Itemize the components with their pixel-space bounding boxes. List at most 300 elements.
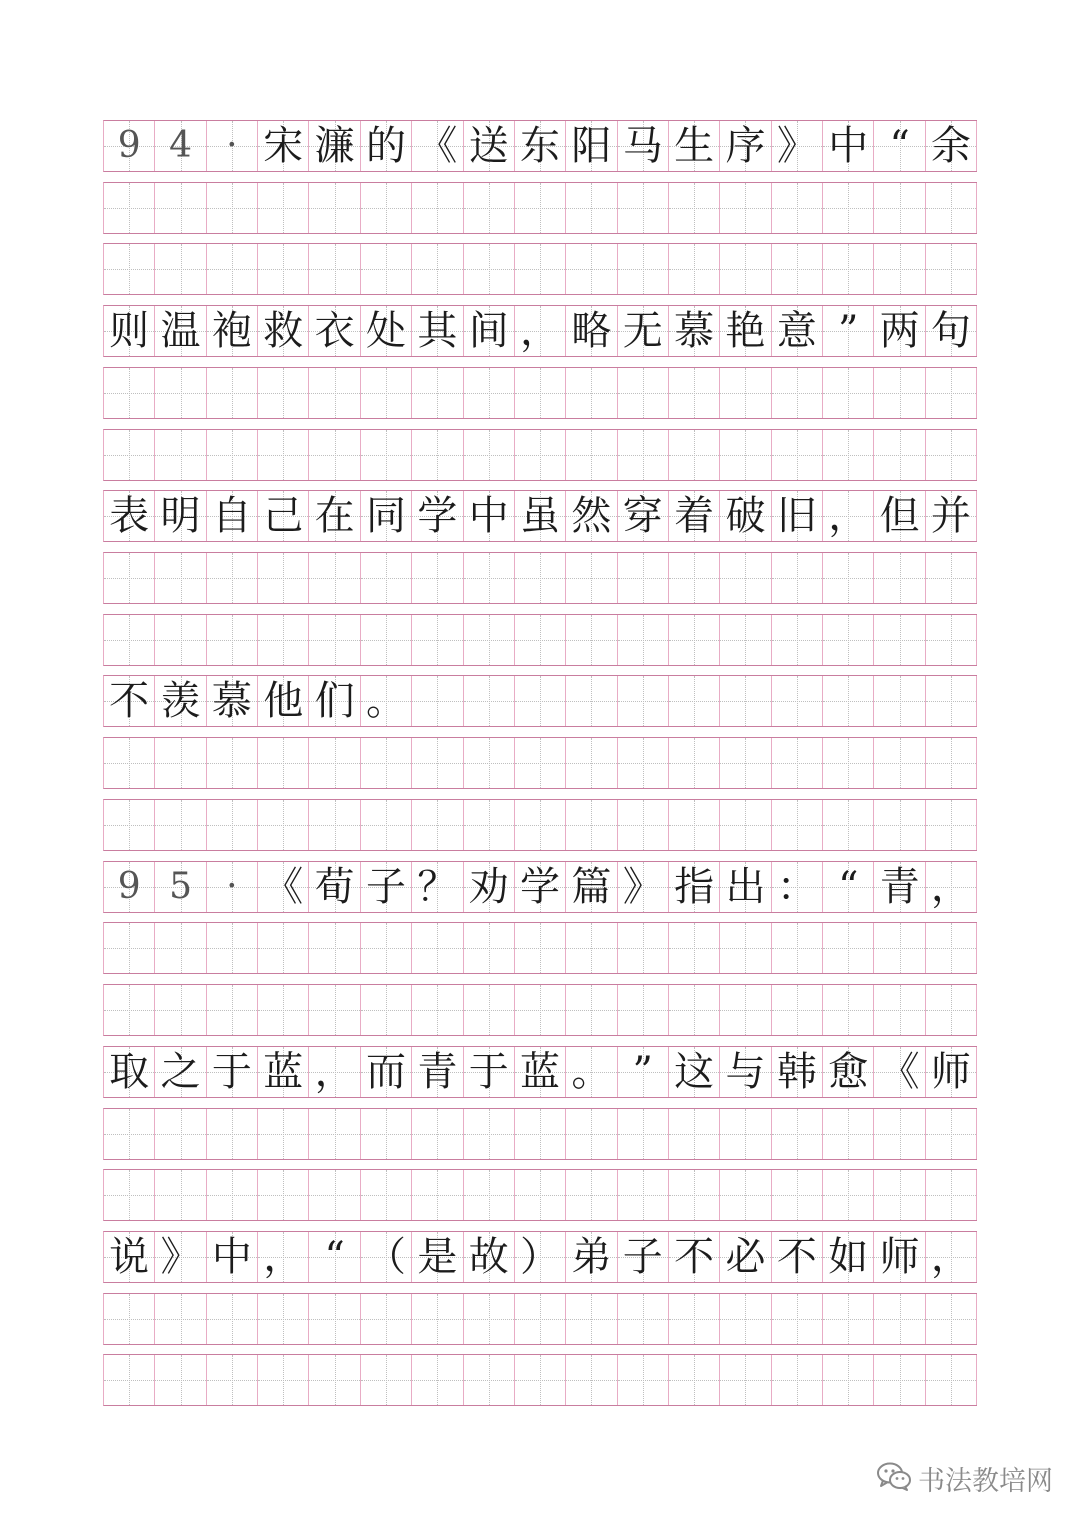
grid-cell [412, 1109, 463, 1159]
grid-cell [309, 862, 360, 912]
grid-cell [361, 121, 412, 171]
grid-cell [464, 306, 515, 356]
grid-character: 9 [117, 125, 141, 166]
writing-row [103, 120, 977, 172]
grid-cell [618, 923, 669, 973]
grid-character: 青 [417, 1048, 458, 1095]
grid-cell [155, 368, 206, 418]
grid-character: 则 [109, 308, 150, 355]
grid-character: 4 [169, 125, 192, 166]
grid-cell [772, 1294, 823, 1344]
grid-cell [566, 491, 617, 541]
grid-cell [823, 1047, 874, 1097]
grid-cell [720, 1170, 771, 1220]
grid-cell [258, 985, 309, 1035]
grid-character: 同 [365, 493, 406, 540]
grid-cell [823, 676, 874, 726]
grid-character: 间 [468, 308, 509, 355]
practice-row [103, 182, 977, 234]
grid-cell [926, 553, 977, 603]
grid-cell [464, 676, 515, 726]
grid-cell [155, 244, 206, 294]
grid-cell [515, 615, 566, 665]
grid-cell [772, 1170, 823, 1220]
grid-cell [464, 1109, 515, 1159]
grid-cell [361, 923, 412, 973]
grid-cell [104, 491, 155, 541]
grid-cell [566, 800, 617, 850]
grid-cell [412, 923, 463, 973]
grid-cell [258, 1109, 309, 1159]
grid-character: 出 [725, 863, 766, 910]
grid-cell [361, 615, 412, 665]
grid-cell [104, 1170, 155, 1220]
grid-cell [720, 1047, 771, 1097]
grid-cell [155, 985, 206, 1035]
grid-character: 篇 [571, 863, 612, 910]
grid-character: 但 [879, 493, 920, 540]
grid-character: ， [930, 1233, 971, 1280]
grid-cell [669, 368, 720, 418]
grid-character: 必 [725, 1233, 766, 1280]
grid-cell [155, 615, 206, 665]
grid-character: 宋 [263, 123, 304, 169]
grid-character: 阳 [571, 123, 612, 169]
grid-cell [207, 368, 258, 418]
grid-cell [669, 800, 720, 850]
grid-cell [464, 1294, 515, 1344]
grid-character: 师 [879, 1233, 920, 1280]
grid-character: 自 [211, 493, 252, 540]
grid-cell [464, 1355, 515, 1405]
grid-cell [207, 491, 258, 541]
grid-cell [155, 491, 206, 541]
grid-cell [926, 676, 977, 726]
grid-cell [155, 862, 206, 912]
grid-cell [618, 1294, 669, 1344]
grid-cell [464, 862, 515, 912]
grid-cell [464, 553, 515, 603]
grid-cell [258, 1294, 309, 1344]
grid-character: 艳 [725, 308, 766, 355]
grid-cell [926, 368, 977, 418]
grid-cell [464, 985, 515, 1035]
grid-cell [669, 306, 720, 356]
grid-character: 如 [828, 1233, 869, 1280]
grid-cell [258, 368, 309, 418]
practice-row [103, 922, 977, 974]
grid-cell [720, 1232, 771, 1282]
grid-cell [412, 985, 463, 1035]
grid-cell [874, 1232, 925, 1282]
grid-cell [926, 1047, 977, 1097]
grid-cell [720, 615, 771, 665]
grid-cell [155, 800, 206, 850]
grid-cell [412, 800, 463, 850]
grid-cell [926, 1294, 977, 1344]
grid-cell [104, 1294, 155, 1344]
grid-cell [823, 738, 874, 788]
grid-cell [515, 1170, 566, 1220]
grid-cell [155, 121, 206, 171]
grid-cell [361, 491, 412, 541]
grid-cell [566, 430, 617, 480]
grid-cell [720, 430, 771, 480]
grid-cell [309, 615, 360, 665]
grid-cell [207, 183, 258, 233]
grid-cell [515, 491, 566, 541]
grid-character: 略 [571, 308, 612, 355]
grid-cell [412, 615, 463, 665]
grid-cell [361, 368, 412, 418]
grid-cell [104, 800, 155, 850]
grid-cell [772, 244, 823, 294]
grid-cell [926, 738, 977, 788]
grid-cell [104, 738, 155, 788]
grid-cell [926, 985, 977, 1035]
grid-cell [309, 1355, 360, 1405]
grid-character: 愈 [828, 1048, 869, 1095]
grid-cell [361, 676, 412, 726]
grid-cell [309, 368, 360, 418]
grid-cell [361, 430, 412, 480]
grid-cell [618, 862, 669, 912]
grid-cell [720, 862, 771, 912]
grid-cell [823, 121, 874, 171]
grid-cell [412, 1047, 463, 1097]
grid-character: 己 [263, 493, 304, 540]
grid-cell [412, 738, 463, 788]
grid-cell [464, 368, 515, 418]
grid-cell [104, 1109, 155, 1159]
grid-cell [412, 1170, 463, 1220]
grid-cell [618, 1170, 669, 1220]
grid-character: 蓝 [520, 1048, 561, 1095]
grid-character: 句 [930, 308, 971, 355]
grid-cell [258, 244, 309, 294]
grid-cell [926, 244, 977, 294]
grid-cell [412, 306, 463, 356]
grid-cell [669, 183, 720, 233]
grid-cell [155, 430, 206, 480]
grid-cell [772, 738, 823, 788]
grid-character: 们 [314, 678, 355, 725]
writing-row [103, 861, 977, 913]
grid-character: 不 [109, 678, 150, 725]
grid-cell [207, 306, 258, 356]
grid-cell [207, 862, 258, 912]
grid-character: 无 [622, 308, 663, 355]
grid-cell [309, 491, 360, 541]
grid-cell [155, 183, 206, 233]
grid-cell [720, 368, 771, 418]
grid-cell [926, 800, 977, 850]
grid-cell [823, 244, 874, 294]
grid-cell [566, 738, 617, 788]
grid-character: 羡 [160, 678, 201, 725]
grid-cell [566, 1232, 617, 1282]
grid-character: · [226, 125, 238, 166]
grid-cell [669, 676, 720, 726]
grid-cell [309, 1170, 360, 1220]
grid-cell [515, 1109, 566, 1159]
grid-cell [412, 368, 463, 418]
grid-character: 9 [117, 865, 141, 907]
grid-cell [720, 1294, 771, 1344]
grid-cell [566, 553, 617, 603]
grid-cell [155, 553, 206, 603]
watermark-text: 书法教培网 [918, 1465, 1053, 1497]
grid-cell [258, 183, 309, 233]
grid-cell [309, 121, 360, 171]
grid-cell [104, 1047, 155, 1097]
grid-character: 学 [417, 493, 458, 540]
grid-cell [309, 738, 360, 788]
grid-cell [104, 862, 155, 912]
grid-cell [412, 862, 463, 912]
grid-character: 其 [417, 308, 458, 355]
grid-cell [207, 121, 258, 171]
grid-cell [823, 1170, 874, 1220]
grid-cell [720, 244, 771, 294]
grid-cell [207, 1109, 258, 1159]
grid-cell [618, 491, 669, 541]
grid-cell [720, 923, 771, 973]
grid-cell [207, 923, 258, 973]
practice-row [103, 737, 977, 789]
grid-cell [669, 1109, 720, 1159]
grid-cell [669, 553, 720, 603]
grid-character: 与 [725, 1048, 766, 1095]
grid-cell [207, 430, 258, 480]
grid-cell [361, 244, 412, 294]
grid-cell [669, 1355, 720, 1405]
grid-cell [104, 615, 155, 665]
writing-row [103, 305, 977, 357]
grid-cell [823, 1232, 874, 1282]
practice-row [103, 1354, 977, 1406]
grid-cell [772, 306, 823, 356]
grid-cell [515, 1047, 566, 1097]
grid-cell [258, 1232, 309, 1282]
grid-cell [823, 430, 874, 480]
grid-cell [720, 491, 771, 541]
grid-cell [104, 985, 155, 1035]
grid-cell [720, 553, 771, 603]
grid-cell [104, 1355, 155, 1405]
grid-cell [720, 738, 771, 788]
grid-cell [618, 244, 669, 294]
grid-cell [207, 800, 258, 850]
grid-cell [361, 862, 412, 912]
grid-cell [258, 1355, 309, 1405]
grid-cell [515, 306, 566, 356]
grid-character: 取 [109, 1048, 150, 1095]
grid-character: ， [930, 863, 971, 910]
grid-cell [361, 1047, 412, 1097]
grid-cell [926, 923, 977, 973]
grid-cell [669, 491, 720, 541]
grid-cell [720, 1109, 771, 1159]
grid-cell [720, 676, 771, 726]
writing-row [103, 1046, 977, 1098]
grid-cell [926, 491, 977, 541]
grid-cell [566, 862, 617, 912]
grid-character: ” [632, 1048, 653, 1095]
grid-cell [618, 985, 669, 1035]
grid-character: 旧 [776, 493, 817, 540]
grid-character: 》 [622, 863, 663, 910]
grid-cell [412, 430, 463, 480]
grid-cell [155, 1047, 206, 1097]
grid-cell [207, 244, 258, 294]
grid-cell [874, 183, 925, 233]
grid-cell [566, 1355, 617, 1405]
grid-cell [207, 676, 258, 726]
grid-cell [566, 1109, 617, 1159]
grid-character: 说 [109, 1233, 150, 1280]
grid-character: 。 [365, 678, 406, 725]
grid-character: 处 [365, 308, 406, 355]
grid-cell [515, 368, 566, 418]
grid-character: 在 [314, 493, 355, 540]
grid-cell [874, 985, 925, 1035]
grid-cell [361, 1294, 412, 1344]
grid-cell [258, 430, 309, 480]
grid-cell [104, 553, 155, 603]
grid-character: 子 [365, 863, 406, 910]
grid-cell [926, 1170, 977, 1220]
grid-cell [874, 800, 925, 850]
practice-row [103, 1169, 977, 1221]
grid-character: 》 [160, 1233, 201, 1280]
grid-character: 不 [776, 1233, 817, 1280]
grid-cell [207, 1170, 258, 1220]
grid-cell [309, 1232, 360, 1282]
grid-cell [309, 553, 360, 603]
grid-cell [823, 306, 874, 356]
practice-row [103, 614, 977, 666]
grid-cell [412, 121, 463, 171]
grid-cell [772, 368, 823, 418]
grid-character: ， [314, 1048, 355, 1095]
grid-cell [926, 430, 977, 480]
grid-cell [874, 738, 925, 788]
grid-cell [464, 800, 515, 850]
grid-character: 中 [468, 493, 509, 540]
grid-cell [515, 985, 566, 1035]
grid-character: 故 [468, 1233, 509, 1280]
grid-character: · [226, 865, 238, 907]
grid-cell [258, 1170, 309, 1220]
grid-character: 生 [674, 123, 715, 169]
grid-cell [669, 738, 720, 788]
grid-cell [720, 800, 771, 850]
grid-cell [104, 368, 155, 418]
grid-cell [464, 491, 515, 541]
grid-cell [464, 738, 515, 788]
grid-character: ， [520, 308, 561, 355]
grid-cell [566, 1294, 617, 1344]
grid-character: ） [520, 1233, 561, 1280]
grid-cell [669, 862, 720, 912]
grid-character: 濂 [314, 123, 355, 169]
grid-cell [874, 615, 925, 665]
grid-cell [515, 553, 566, 603]
grid-cell [874, 1355, 925, 1405]
grid-cell [361, 183, 412, 233]
grid-cell [566, 368, 617, 418]
grid-cell [618, 738, 669, 788]
grid-cell [618, 368, 669, 418]
grid-cell [772, 491, 823, 541]
grid-cell [823, 1355, 874, 1405]
grid-character: 是 [417, 1233, 458, 1280]
grid-cell [618, 430, 669, 480]
grid-cell [207, 1232, 258, 1282]
grid-cell [926, 1355, 977, 1405]
grid-character: 明 [160, 493, 201, 540]
grid-cell [669, 1232, 720, 1282]
grid-cell [515, 738, 566, 788]
grid-cell [720, 306, 771, 356]
grid-cell [207, 615, 258, 665]
grid-cell [258, 553, 309, 603]
grid-character: 韩 [776, 1048, 817, 1095]
grid-cell [464, 923, 515, 973]
grid-character: 破 [725, 493, 766, 540]
grid-cell [772, 1355, 823, 1405]
grid-cell [104, 1232, 155, 1282]
grid-cell [926, 1109, 977, 1159]
grid-character: 的 [365, 123, 406, 169]
grid-cell [309, 306, 360, 356]
grid-cell [155, 306, 206, 356]
grid-cell [361, 800, 412, 850]
grid-cell [926, 121, 977, 171]
grid-cell [207, 1294, 258, 1344]
grid-cell [515, 923, 566, 973]
grid-cell [515, 800, 566, 850]
grid-character: ， [263, 1233, 304, 1280]
grid-cell [823, 615, 874, 665]
grid-cell [412, 1232, 463, 1282]
grid-cell [669, 1047, 720, 1097]
grid-cell [874, 923, 925, 973]
practice-row [103, 1293, 977, 1345]
grid-cell [515, 1294, 566, 1344]
grid-cell [155, 1355, 206, 1405]
grid-cell [155, 676, 206, 726]
grid-cell [823, 800, 874, 850]
grid-cell [618, 1355, 669, 1405]
grid-cell [361, 985, 412, 1035]
grid-cell [258, 862, 309, 912]
grid-character: 并 [930, 493, 971, 540]
grid-character: 他 [263, 678, 304, 725]
grid-cell [412, 553, 463, 603]
grid-cell [309, 1047, 360, 1097]
grid-cell [464, 244, 515, 294]
grid-cell [361, 306, 412, 356]
grid-cell [566, 615, 617, 665]
grid-cell [669, 1294, 720, 1344]
grid-cell [566, 306, 617, 356]
grid-cell [258, 800, 309, 850]
grid-cell [515, 121, 566, 171]
grid-cell [874, 862, 925, 912]
grid-cell [772, 1047, 823, 1097]
